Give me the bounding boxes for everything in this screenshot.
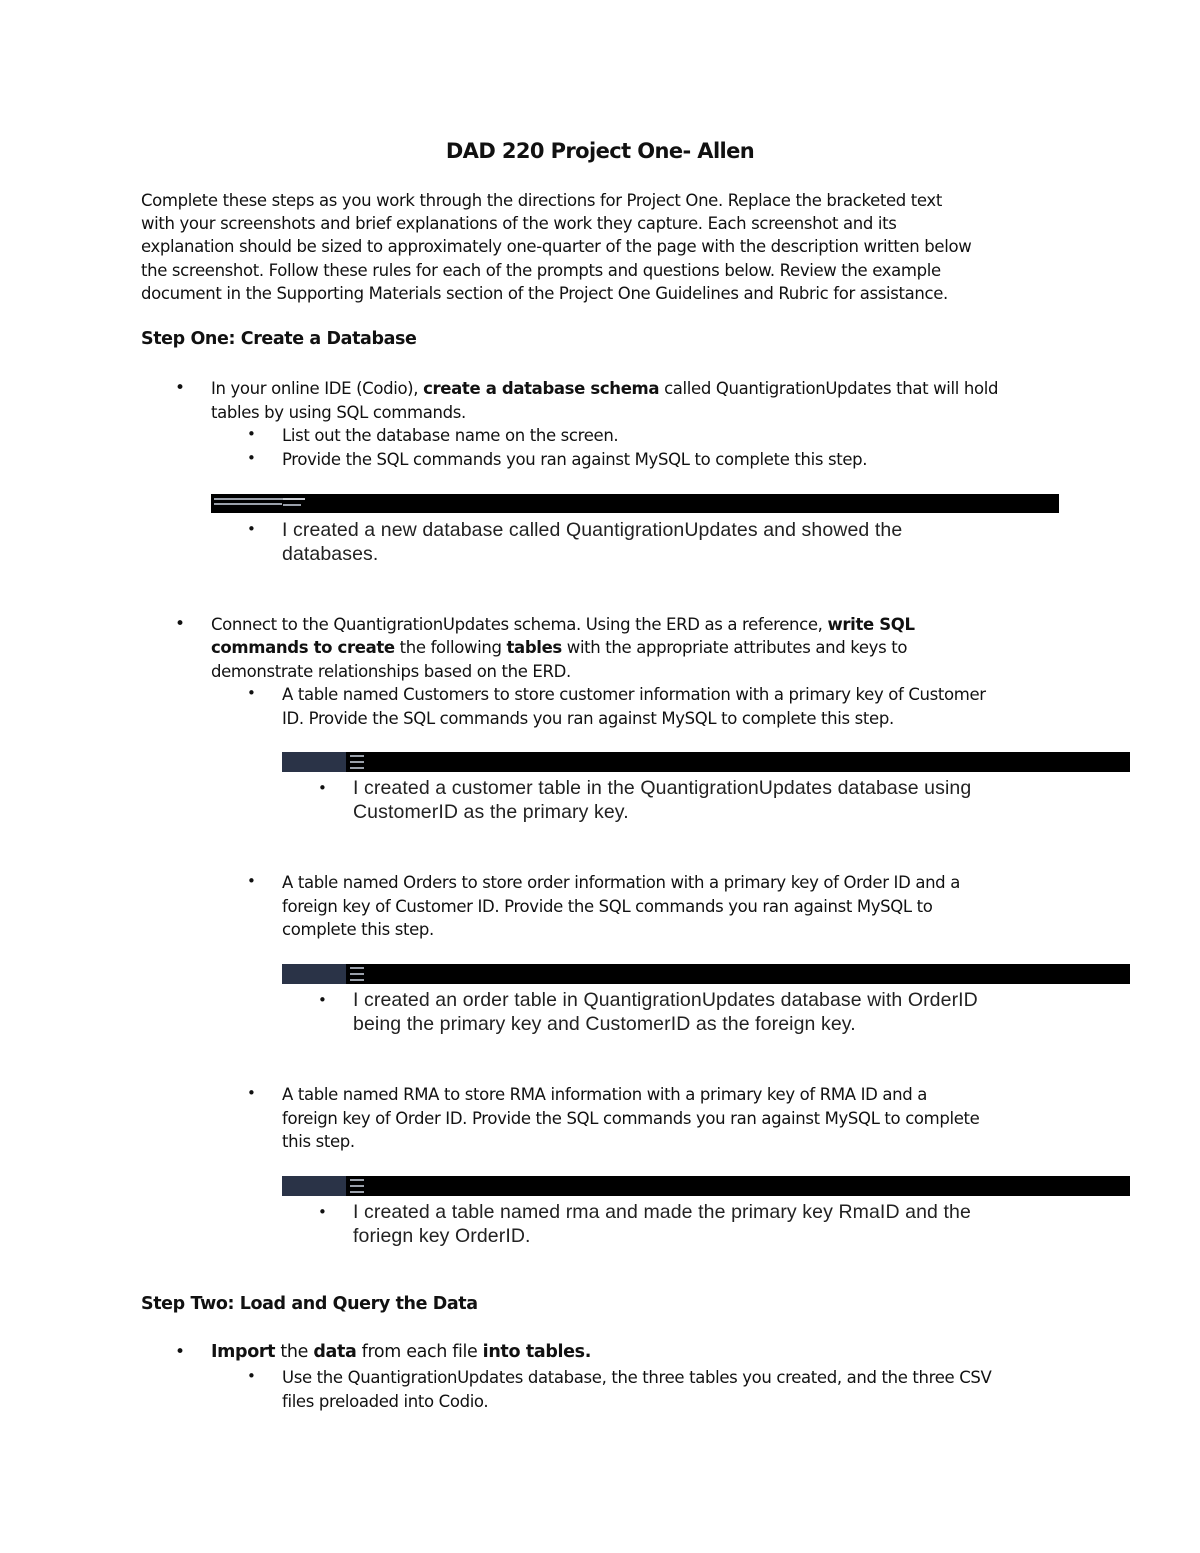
screenshot-text-line [214,503,282,505]
bullet-marker: • [318,779,327,797]
screenshot-create-database [211,494,1059,513]
screenshot-text-line [350,755,364,757]
explanation-text: I created a table named rma and made the primary key RmaID and the [353,1201,971,1223]
screenshot-text-line [350,1185,364,1187]
bullet-marker: • [175,378,186,398]
bullet-marker: • [247,520,256,538]
customers-table-text: ID. Provide the SQL commands you ran against MySQL to complete this step. [282,709,894,728]
intro-line: explanation should be sized to approximately one-quarter of the page with the description written below [141,237,972,256]
explanation-text: CustomerID as the primary key. [353,801,629,823]
customers-table-text: A table named Customers to store customer information with a primary key of Customer [282,685,986,704]
bullet-marker: • [247,425,256,443]
bullet-marker: • [318,1203,327,1221]
screenshot-text-line [283,498,305,500]
screenshot-text-line [350,761,364,763]
screenshot-text-line [350,967,364,969]
screenshot-sidebar [282,752,346,772]
intro-line: Complete these steps as you work through the directions for Project One. Replace the bracketed text [141,191,942,210]
explanation-text: I created a customer table in the QuantigrationUpdates database using [353,777,972,799]
sub-bullet-text: files preloaded into Codio. [282,1392,489,1411]
sub-bullet-text: Provide the SQL commands you ran against MySQL to complete this step. [282,450,868,469]
text-run: the following [394,638,507,657]
bullet-marker: • [247,872,256,890]
sub-bullet-text: Use the QuantigrationUpdates database, the three tables you created, and the three CSV [282,1368,992,1387]
bullet-marker: • [175,614,186,634]
import-data-line [211,1341,591,1364]
screenshot-customers-table [282,752,1130,772]
orders-table-text: complete this step. [282,920,434,939]
screenshot-rma-table [282,1176,1130,1196]
connect-schema-line: demonstrate relationships based on the ERD. [211,662,571,681]
bullet-marker: • [247,449,256,467]
bullet-marker: • [247,684,256,702]
screenshot-sidebar [282,1176,346,1196]
step-one-heading: Step One: Create a Database [141,329,417,349]
text-run: the [275,1342,314,1362]
text-run-bold: create a database schema [423,379,660,398]
explanation-text: I created an order table in QuantigrationUpdates database with OrderID [353,989,978,1011]
screenshot-sidebar [282,964,346,984]
intro-line: document in the Supporting Materials section of the Project One Guidelines and Rubric for assistance. [141,284,948,303]
step-two-heading: Step Two: Load and Query the Data [141,1294,478,1314]
screenshot-orders-table [282,964,1130,984]
sub-bullet-text: List out the database name on the screen. [282,426,619,445]
rma-table-text: foreign key of Order ID. Provide the SQL commands you ran against MySQL to complete [282,1109,980,1128]
text-run: from each file [356,1342,483,1362]
explanation-text: databases. [282,543,379,565]
screenshot-text-line [350,767,364,769]
create-db-line [211,377,998,400]
orders-table-text: foreign key of Customer ID. Provide the SQL commands you ran against MySQL to [282,897,933,916]
text-run-bold: tables [506,638,562,657]
screenshot-text-line [350,973,364,975]
document-title: DAD 220 Project One- Allen [445,139,755,163]
text-run-bold: into tables. [482,1342,592,1362]
screenshot-text-line [350,1179,364,1181]
text-run-bold: data [313,1342,357,1362]
bullet-marker: • [247,1367,256,1385]
screenshot-text-line [350,979,364,981]
bullet-marker: • [175,1342,186,1362]
bullet-marker: • [318,991,327,1009]
text-run-bold: write SQL [827,615,915,634]
create-db-line: tables by using SQL commands. [211,403,466,422]
screenshot-text-line [350,1191,364,1193]
text-run-bold: commands to create [211,638,395,657]
explanation-text: I created a new database called QuantigrationUpdates and showed the [282,519,903,541]
intro-line: the screenshot. Follow these rules for each of the prompts and questions below. Review the example [141,261,941,280]
screenshot-text-line [214,498,284,500]
orders-table-text: A table named Orders to store order information with a primary key of Order ID and a [282,873,960,892]
rma-table-text: this step. [282,1132,355,1151]
connect-schema-line [211,636,907,659]
screenshot-text-line [283,504,301,506]
text-run-bold: Import [211,1342,276,1362]
text-run: with the appropriate attributes and keys to [561,638,908,657]
connect-schema-line [211,613,915,636]
explanation-text: foriegn key OrderID. [353,1225,531,1247]
text-run: Connect to the QuantigrationUpdates schema. Using the ERD as a reference, [211,615,828,634]
explanation-text: being the primary key and CustomerID as the foreign key. [353,1013,856,1035]
rma-table-text: A table named RMA to store RMA information with a primary key of RMA ID and a [282,1085,928,1104]
intro-line: with your screenshots and brief explanations of the work they capture. Each screenshot and its [141,214,897,233]
text-run: In your online IDE (Codio), [211,379,424,398]
bullet-marker: • [247,1084,256,1102]
text-run: called QuantigrationUpdates that will hold [659,379,999,398]
